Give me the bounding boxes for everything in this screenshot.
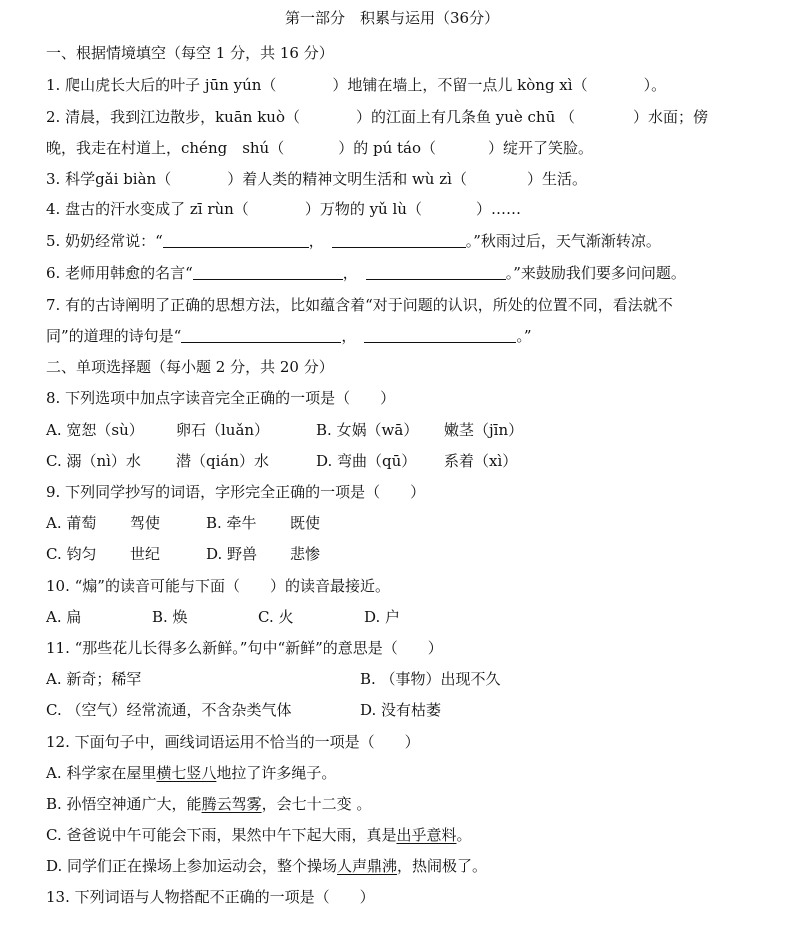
underlined-phrase: 横七竖八: [156, 764, 217, 782]
page-title: 第一部分 积累与运用（36分）: [285, 9, 500, 27]
answer-line: [163, 233, 309, 248]
q7-text-b: 同”的道理的诗句是“: [46, 327, 182, 345]
option-a-text-end: 地拉了许多绳子。: [216, 764, 337, 782]
option-b: B. 牵牛: [206, 514, 257, 532]
answer-line: [193, 265, 343, 280]
answer-line: [364, 328, 516, 343]
option-b-text: B. 孙悟空神通广大，能: [46, 795, 202, 813]
q4-text-c: ）……: [475, 200, 521, 218]
question-3: [46, 169, 587, 189]
answer-line: [332, 233, 466, 248]
q4-text-a: 4. 盘古的汗水变成了 zī rùn（: [46, 200, 249, 218]
option-d: D. 野兽: [206, 545, 258, 563]
q3-text-c: ）生活。: [526, 170, 587, 188]
q2-text-d: 晚，我走在村道上，chéng shú（: [46, 139, 285, 157]
q2-text-f: ）绽开了笑脸。: [488, 139, 594, 157]
q5-text-a: 5. 奶奶经常说：“: [46, 232, 163, 250]
question-11-row1: [46, 669, 501, 689]
q4-text-b: ）万物的 yǔ lù（: [304, 200, 422, 218]
question-9-row2: [46, 544, 320, 564]
q1-text-a: 1. 爬山虎长大后的叶子 jūn yún（: [46, 76, 277, 94]
q7-text-d: 。”: [516, 327, 532, 345]
option-a: A. 扁: [46, 608, 82, 626]
answer-line: [366, 265, 506, 280]
option-c-word2: 世纪: [130, 545, 161, 563]
question-12-stem: 12. 下面句子中，画线词语运用不恰当的一项是（ ）: [46, 733, 420, 751]
question-13-stem: 13. 下列词语与人物搭配不正确的一项是（ ）: [46, 888, 375, 906]
option-b: B. （事物）出现不久: [360, 670, 501, 688]
option-b-text-end: ，会七十二变 。: [261, 795, 372, 813]
question-7-line2: [46, 326, 532, 346]
q6-text-b: ，: [342, 264, 358, 282]
underlined-phrase: 人声鼎沸: [337, 857, 398, 875]
underlined-phrase: 腾云驾雾: [201, 795, 262, 813]
question-12-option-a: [46, 763, 336, 783]
q5-text-b: ，: [308, 232, 324, 250]
question-12-option-d: [46, 856, 487, 876]
question-7-line1: 7. 有的古诗阐明了正确的思想方法，比如蕴含着“对于问题的认识，所处的位置不同，看法就不: [46, 296, 673, 314]
option-a-word2: 驾使: [130, 514, 161, 532]
option-c: C. （空气）经常流通，不含杂类气体: [46, 701, 292, 719]
option-b: B. 焕: [152, 608, 188, 626]
option-d-word2: 系着（xì）: [444, 452, 518, 470]
option-b-word2: 既使: [290, 514, 321, 532]
option-a: A. 莆萄: [46, 514, 97, 532]
option-a-text: A. 科学家在屋里: [46, 764, 157, 782]
question-2-line2: [46, 138, 593, 158]
question-12-option-c: [46, 825, 472, 845]
question-8-row2: [46, 451, 517, 471]
question-10-stem: 10. “煽”的读音可能与下面（ ）的读音最接近。: [46, 577, 390, 595]
section1-heading: 一、根据情境填空（每空 1 分，共 16 分）: [46, 44, 334, 62]
option-d: D. 没有枯萎: [360, 701, 442, 719]
q2-text-b: ）的江面上有几条鱼 yuè chū （: [355, 108, 576, 126]
question-12-option-b: [46, 794, 371, 814]
option-d-text-end: ，热闹极了。: [397, 857, 488, 875]
option-d: D. 弯曲（qū）: [316, 452, 417, 470]
q1-text-b: ）地铺在墙上，不留一点儿 kòng xì（: [332, 76, 588, 94]
q3-text-a: 3. 科学gǎi biàn（: [46, 170, 172, 188]
q6-text-a: 6. 老师用韩愈的名言“: [46, 264, 193, 282]
q2-text-c: ）水面；傍: [633, 108, 709, 126]
option-a: A. 新奇；稀罕: [46, 670, 142, 688]
q2-text-a: 2. 清晨，我到江边散步，kuān kuò（: [46, 108, 300, 126]
question-1: [46, 75, 666, 95]
option-d-text: D. 同学们正在操场上参加运动会，整个操场: [46, 857, 338, 875]
option-c: C. 钧匀: [46, 545, 97, 563]
question-9-row1: [46, 513, 320, 533]
question-8-stem: 8. 下列选项中加点字读音完全正确的一项是（ ）: [46, 389, 396, 407]
q3-text-b: ）着人类的精神文明生活和 wù zì（: [227, 170, 467, 188]
option-c: C. 火: [258, 608, 294, 626]
section2-heading: 二、单项选择题（每小题 2 分，共 20 分）: [46, 358, 334, 376]
question-4: [46, 199, 521, 219]
question-11-stem: 11. “那些花儿长得多么新鲜。”句中“新鲜”的意思是（ ）: [46, 639, 443, 657]
question-9-stem: 9. 下列同学抄写的词语，字形完全正确的一项是（ ）: [46, 483, 426, 501]
option-b-word2: 嫩茎（jīn）: [444, 421, 524, 439]
option-a: A. 宽恕（sù）: [46, 421, 144, 439]
question-6: [46, 263, 686, 283]
q5-text-c: 。”秋雨过后，天气渐渐转凉。: [465, 232, 661, 250]
q7-text-c: ，: [341, 327, 357, 345]
option-b: B. 女娲（wā）: [316, 421, 419, 439]
q6-text-c: 。”来鼓励我们要多问问题。: [505, 264, 686, 282]
question-11-row2: [46, 700, 441, 720]
q1-text-c: ）。: [643, 76, 667, 94]
option-c-text-end: 。: [456, 826, 472, 844]
option-c-text: C. 爸爸说中午可能会下雨，果然中午下起大雨，真是: [46, 826, 397, 844]
answer-line: [181, 328, 341, 343]
question-5: [46, 231, 661, 251]
underlined-phrase: 出乎意料: [396, 826, 457, 844]
option-a-word2: 卵石（luǎn）: [176, 421, 270, 439]
option-c: C. 溺（nì）水: [46, 452, 141, 470]
option-d: D. 户: [364, 608, 401, 626]
q2-text-e: ）的 pú táo（: [338, 139, 437, 157]
question-2-line1: [46, 107, 708, 127]
option-c-word2: 潜（qián）水: [176, 452, 270, 470]
option-d-word2: 悲惨: [290, 545, 321, 563]
question-10-options: [46, 607, 400, 627]
question-8-row1: [46, 420, 523, 440]
